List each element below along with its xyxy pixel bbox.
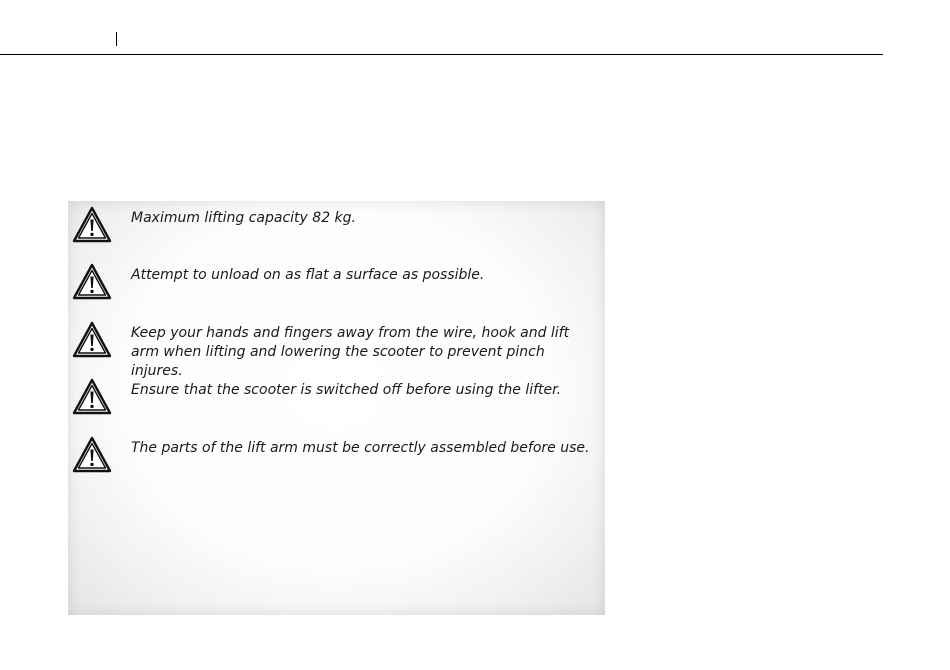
- warning-text: The parts of the lift arm must be correctly assembled before use.: [131, 440, 590, 456]
- warning-panel: [68, 201, 605, 615]
- warning-item: [68, 373, 605, 429]
- warning-item: [68, 258, 605, 314]
- header-rule: [0, 54, 883, 55]
- warning-text: Keep your hands and fingers away from the wire, hook and lift arm when lifting and lowering the scooter to prevent pinch injures.: [131, 325, 570, 379]
- warning-text: Attempt to unload on as flat a surface as possible.: [131, 267, 485, 283]
- header-divider-tick: [116, 32, 117, 46]
- warning-text: Maximum lifting capacity 82 kg.: [131, 210, 356, 226]
- warning-item: [68, 201, 605, 257]
- warning-triangle-icon: [72, 321, 112, 358]
- warning-triangle-icon: [72, 206, 112, 243]
- warning-triangle-icon: [72, 378, 112, 415]
- warning-item: [68, 431, 605, 487]
- warning-text: Ensure that the scooter is switched off before using the lifter.: [131, 382, 562, 398]
- warning-triangle-icon: [72, 436, 112, 473]
- warning-item: [68, 316, 605, 379]
- warning-triangle-icon: [72, 263, 112, 300]
